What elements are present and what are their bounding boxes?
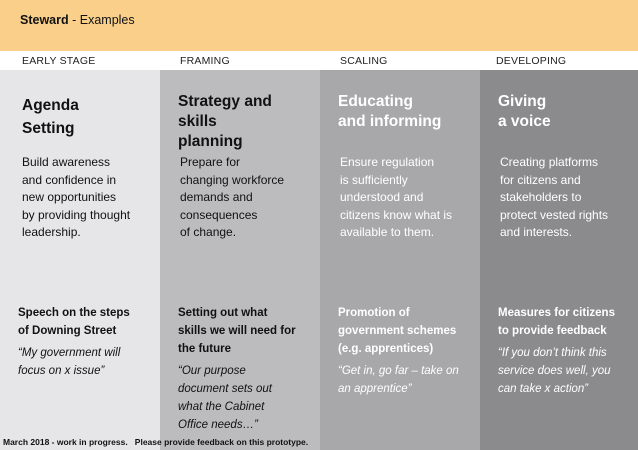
stage-header-row	[0, 51, 638, 70]
column-description: Creating platforms for citizens and stakeholders to protect vested rights and interests.	[500, 155, 609, 239]
page-title	[20, 13, 135, 27]
column-title: Educating and informing	[338, 93, 442, 130]
example-quote: “Get in, go far – take on an apprentice”	[338, 365, 459, 395]
example-quote: “Our purpose document sets out what the Cabinet Office needs…”	[178, 365, 272, 431]
column-description: Build awareness and confidence in new opportunities by providing thought leadership.	[22, 155, 131, 239]
example-quote: “If you don’t think this service does well, you can take x action”	[498, 347, 611, 395]
stage-label-early: EARLY STAGE	[22, 55, 96, 67]
column-strategy-planning	[160, 70, 320, 450]
column-agenda-setting	[0, 70, 160, 450]
stage-label-framing: FRAMING	[180, 55, 230, 67]
column-description: Prepare for changing workforce demands and consequences of change.	[180, 155, 285, 239]
column-educating-informing	[320, 70, 480, 450]
column-giving-voice	[480, 70, 638, 450]
column-title: Strategy and skills planning	[178, 93, 272, 150]
column-title: Agenda Setting	[22, 97, 79, 137]
header-banner	[0, 0, 638, 51]
page-title-bold: Steward	[20, 13, 69, 27]
page-title-rest: - Examples	[68, 13, 135, 27]
example-title: Speech on the steps of Downing Street	[18, 307, 130, 337]
example-title: Promotion of government schemes (e.g. apprentices)	[338, 307, 457, 355]
stage-label-developing: DEVELOPING	[496, 55, 567, 67]
example-title: Setting out what skills we will need for the future	[178, 307, 296, 355]
example-title: Measures for citizens to provide feedback	[498, 307, 615, 337]
footer-note: March 2018 - work in progress. Please provide feedback on this prototype.	[3, 437, 309, 447]
stage-label-scaling: SCALING	[340, 55, 388, 67]
column-description: Ensure regulation is sufficiently understood and citizens know what is available to them.	[340, 155, 453, 239]
column-title: Giving a voice	[498, 93, 551, 130]
example-quote: “My government will focus on x issue”	[18, 347, 121, 377]
